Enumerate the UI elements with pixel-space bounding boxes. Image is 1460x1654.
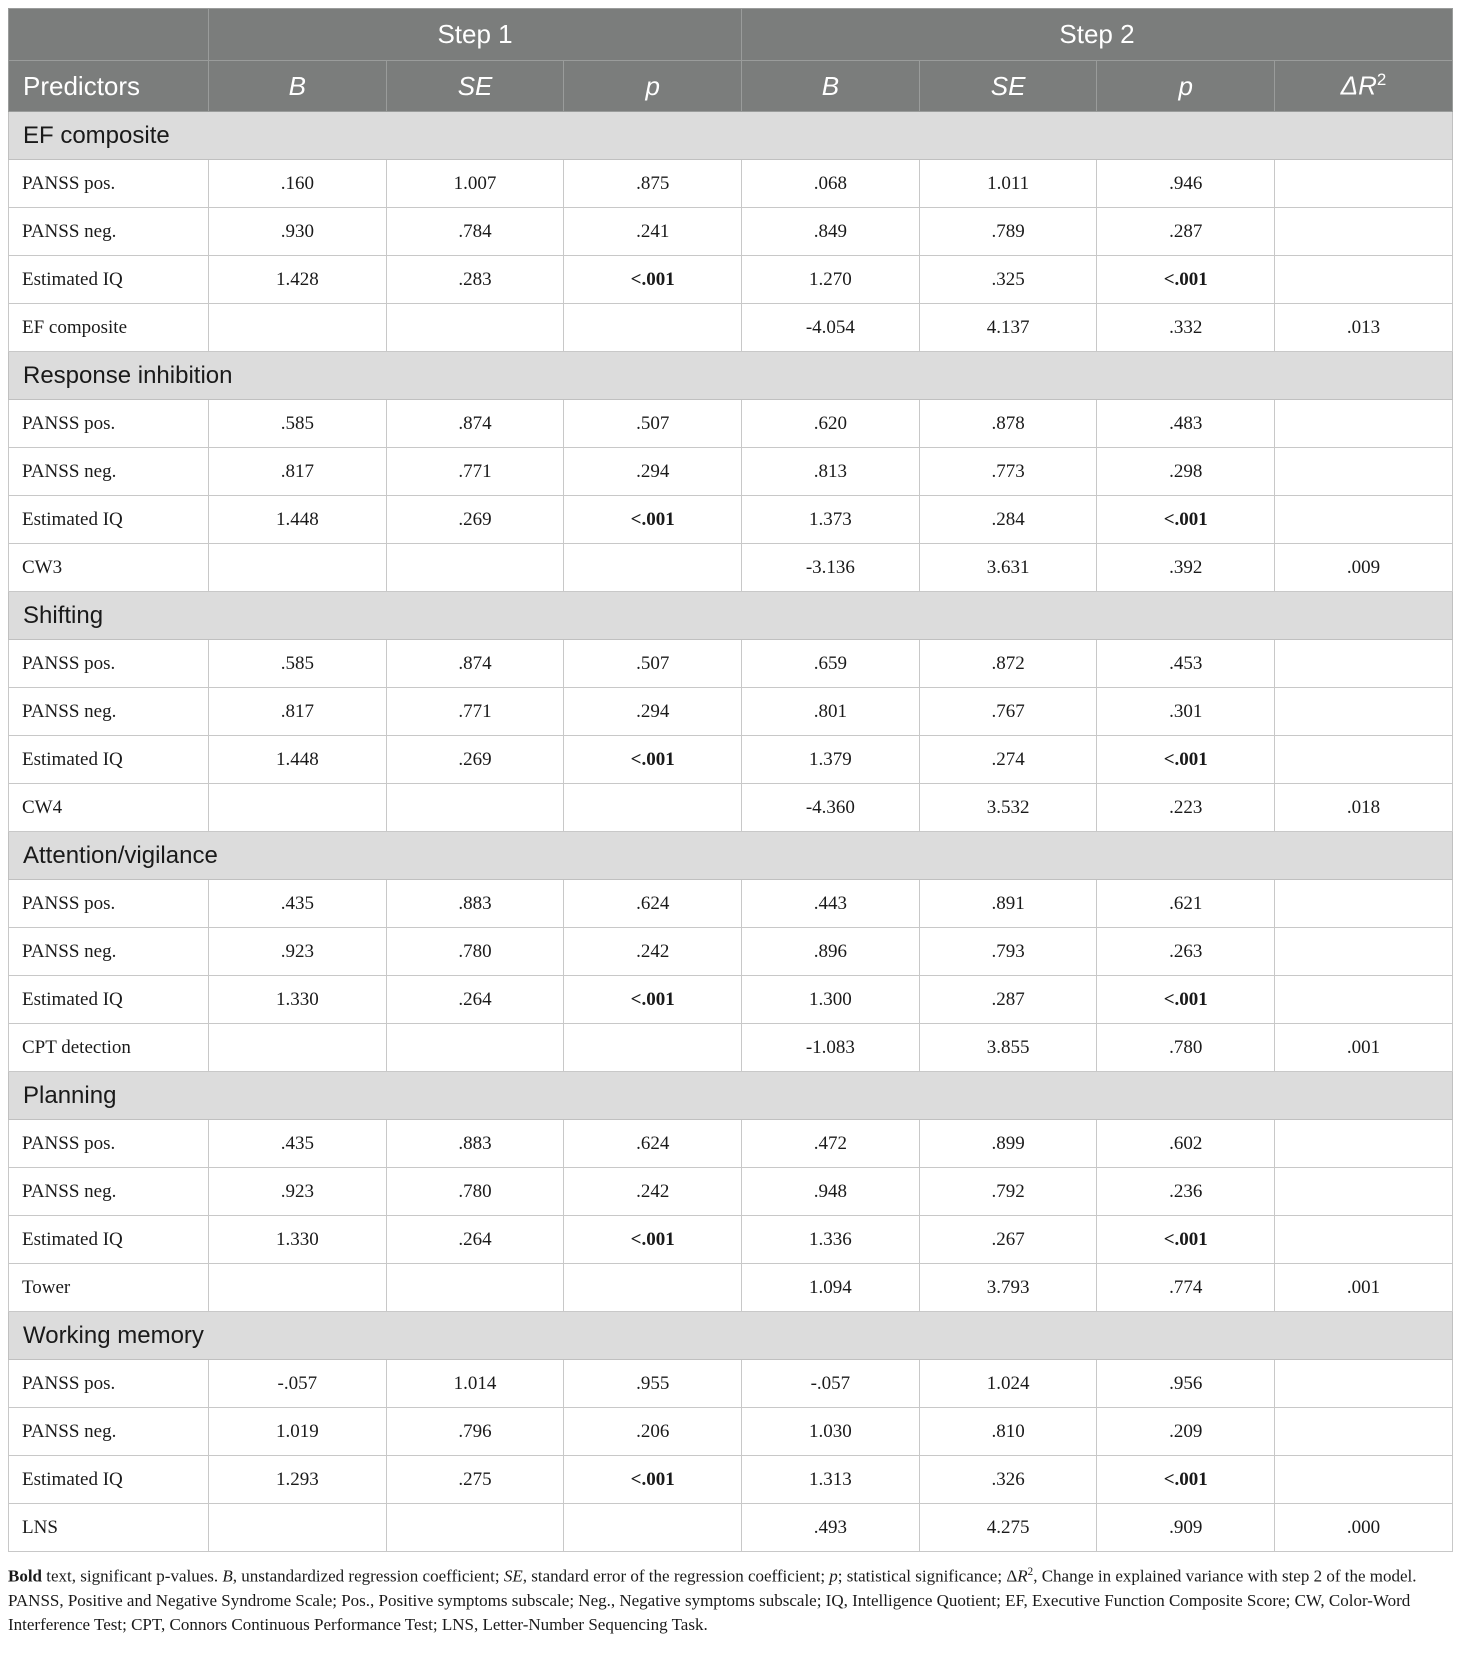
table-cell: 1.014 <box>386 1360 564 1408</box>
section-title: Shifting <box>9 592 1453 640</box>
table-cell: 3.793 <box>919 1264 1097 1312</box>
table-cell: .263 <box>1097 928 1275 976</box>
table-cell: <.001 <box>564 1216 742 1264</box>
table-cell: .793 <box>919 928 1097 976</box>
table-row <box>9 208 1453 256</box>
col-header-b-step1: B <box>209 61 387 112</box>
table-cell: .493 <box>742 1504 920 1552</box>
predictors-header: Predictors <box>9 61 209 112</box>
col-header-se-step2: SE <box>919 61 1097 112</box>
table-cell: 1.024 <box>919 1360 1097 1408</box>
footnote-italic-se: SE <box>503 1566 523 1586</box>
table-cell <box>1275 1408 1453 1456</box>
footnote-italic-r: R <box>1017 1566 1028 1586</box>
table-cell: .909 <box>1097 1504 1275 1552</box>
table-cell: .771 <box>386 688 564 736</box>
table-cell <box>1275 208 1453 256</box>
table-cell: 1.448 <box>209 736 387 784</box>
table-cell: 3.631 <box>919 544 1097 592</box>
footnote-bold-lead: Bold <box>8 1566 43 1586</box>
table-cell: <.001 <box>1097 1216 1275 1264</box>
table-cell: .453 <box>1097 640 1275 688</box>
table-cell: 4.137 <box>919 304 1097 352</box>
table-row <box>9 496 1453 544</box>
table-cell: .817 <box>209 688 387 736</box>
table-cell: .443 <box>742 880 920 928</box>
step2-header: Step 2 <box>742 9 1453 61</box>
table-cell: .283 <box>386 256 564 304</box>
table-cell: .771 <box>386 448 564 496</box>
table-cell <box>1275 256 1453 304</box>
table-header <box>9 9 1453 112</box>
table-cell: .624 <box>564 880 742 928</box>
table-cell <box>564 304 742 352</box>
table-cell <box>209 544 387 592</box>
table-cell <box>1275 1120 1453 1168</box>
table-cell: .013 <box>1275 304 1453 352</box>
table-cell: .236 <box>1097 1168 1275 1216</box>
table-row <box>9 1216 1453 1264</box>
table-cell: .955 <box>564 1360 742 1408</box>
table-cell: 3.532 <box>919 784 1097 832</box>
table-cell: .241 <box>564 208 742 256</box>
table-cell: .287 <box>1097 208 1275 256</box>
table-cell: .780 <box>1097 1024 1275 1072</box>
table-cell: 1.379 <box>742 736 920 784</box>
table-cell <box>386 304 564 352</box>
footnote-superscript: 2 <box>1027 1566 1034 1578</box>
footnote-text-4: ; statistical significance; Δ <box>837 1566 1018 1586</box>
table-cell: 1.007 <box>386 160 564 208</box>
table-cell: .301 <box>1097 688 1275 736</box>
table-row <box>9 880 1453 928</box>
table-row <box>9 1360 1453 1408</box>
col-header-delta-r2 <box>1275 61 1453 112</box>
table-cell: .878 <box>919 400 1097 448</box>
table-cell <box>209 1264 387 1312</box>
table-cell: .392 <box>1097 544 1275 592</box>
table-cell <box>1275 496 1453 544</box>
table-cell: -4.054 <box>742 304 920 352</box>
table-cell: .875 <box>564 160 742 208</box>
table-cell: .209 <box>1097 1408 1275 1456</box>
table-cell: .294 <box>564 448 742 496</box>
table-cell: 1.428 <box>209 256 387 304</box>
footnote-text-1: text, significant p-values. <box>42 1566 223 1586</box>
section-title: Attention/vigilance <box>9 832 1453 880</box>
table-cell: .883 <box>386 1120 564 1168</box>
table-cell <box>386 1024 564 1072</box>
table-cell: 1.330 <box>209 976 387 1024</box>
table-cell: .923 <box>209 1168 387 1216</box>
section-header-row <box>9 832 1453 880</box>
table-cell: .817 <box>209 448 387 496</box>
footnote-italic-b: B <box>222 1566 233 1586</box>
table-cell: .930 <box>209 208 387 256</box>
table-cell: .242 <box>564 928 742 976</box>
table-cell: <.001 <box>1097 736 1275 784</box>
table-cell: .585 <box>209 400 387 448</box>
predictor-label: PANSS pos. <box>9 640 209 688</box>
table-cell: .813 <box>742 448 920 496</box>
section-header-row <box>9 352 1453 400</box>
table-cell: .810 <box>919 1408 1097 1456</box>
section-header-row <box>9 112 1453 160</box>
table-cell: .160 <box>209 160 387 208</box>
table-cell: .659 <box>742 640 920 688</box>
predictor-label: CPT detection <box>9 1024 209 1072</box>
predictor-label: PANSS neg. <box>9 928 209 976</box>
table-row <box>9 1408 1453 1456</box>
table-cell <box>1275 880 1453 928</box>
footnote-text-3: , standard error of the regression coefficient; <box>522 1566 830 1586</box>
predictor-label: Estimated IQ <box>9 736 209 784</box>
table-cell: .507 <box>564 400 742 448</box>
table-row <box>9 1456 1453 1504</box>
table-cell: 1.270 <box>742 256 920 304</box>
predictor-label: Estimated IQ <box>9 496 209 544</box>
table-row <box>9 544 1453 592</box>
section-header-row <box>9 1072 1453 1120</box>
table-cell: .068 <box>742 160 920 208</box>
table-cell: .624 <box>564 1120 742 1168</box>
table-row <box>9 160 1453 208</box>
table-cell: .483 <box>1097 400 1275 448</box>
footnote-text-5: , Change in explained variance with step 2 of the model. PANSS, Positive and Negative Syndrome Scale; Pos., Positive symptoms subscale; Neg., Negative symptoms subscale; IQ, Intelligence Quotient; EF, Executive Function Composite Score; CW, Color-Word Interference Test; CPT, Connors Continuous Performance Test; LNS, Letter-Number Sequencing Task. <box>8 1566 1417 1634</box>
table-cell: <.001 <box>1097 976 1275 1024</box>
table-cell: .896 <box>742 928 920 976</box>
table-row <box>9 928 1453 976</box>
table-cell: .294 <box>564 688 742 736</box>
table-cell: .774 <box>1097 1264 1275 1312</box>
table-cell: .801 <box>742 688 920 736</box>
predictor-label: Estimated IQ <box>9 1216 209 1264</box>
table-cell: 1.330 <box>209 1216 387 1264</box>
predictor-label: PANSS pos. <box>9 1360 209 1408</box>
col-header-b-step2: B <box>742 61 920 112</box>
table-cell <box>564 1504 742 1552</box>
predictor-label: CW4 <box>9 784 209 832</box>
table-cell: <.001 <box>1097 256 1275 304</box>
regression-table <box>8 8 1453 1552</box>
table-cell: .874 <box>386 400 564 448</box>
table-row <box>9 1120 1453 1168</box>
table-cell <box>386 1264 564 1312</box>
table-cell: .206 <box>564 1408 742 1456</box>
table-cell: .767 <box>919 688 1097 736</box>
predictor-label: PANSS pos. <box>9 1120 209 1168</box>
table-row <box>9 400 1453 448</box>
section-title: EF composite <box>9 112 1453 160</box>
predictor-label: EF composite <box>9 304 209 352</box>
table-cell: 1.094 <box>742 1264 920 1312</box>
table-cell: <.001 <box>1097 1456 1275 1504</box>
table-cell: .332 <box>1097 304 1275 352</box>
table-cell: 1.293 <box>209 1456 387 1504</box>
table-cell: .269 <box>386 496 564 544</box>
table-footnote <box>8 1560 1452 1637</box>
predictor-label: PANSS neg. <box>9 1168 209 1216</box>
table-row <box>9 1504 1453 1552</box>
table-cell <box>1275 1168 1453 1216</box>
predictor-label: CW3 <box>9 544 209 592</box>
table-cell <box>209 1024 387 1072</box>
table-cell: .891 <box>919 880 1097 928</box>
table-cell: .883 <box>386 880 564 928</box>
table-cell: .585 <box>209 640 387 688</box>
table-cell: .287 <box>919 976 1097 1024</box>
predictor-label: Estimated IQ <box>9 1456 209 1504</box>
table-cell: .009 <box>1275 544 1453 592</box>
table-cell <box>386 1504 564 1552</box>
table-cell <box>564 784 742 832</box>
table-cell: .298 <box>1097 448 1275 496</box>
predictor-label: Estimated IQ <box>9 256 209 304</box>
predictor-label: PANSS pos. <box>9 400 209 448</box>
section-title: Response inhibition <box>9 352 1453 400</box>
table-cell: .326 <box>919 1456 1097 1504</box>
table-cell: .948 <box>742 1168 920 1216</box>
table-cell: .435 <box>209 1120 387 1168</box>
table-cell: .792 <box>919 1168 1097 1216</box>
table-cell: .874 <box>386 640 564 688</box>
table-cell: 1.019 <box>209 1408 387 1456</box>
table-cell <box>1275 976 1453 1024</box>
predictor-label: PANSS neg. <box>9 1408 209 1456</box>
table-cell: .435 <box>209 880 387 928</box>
col-header-p-step2: p <box>1097 61 1275 112</box>
table-cell: .242 <box>564 1168 742 1216</box>
table-cell <box>1275 640 1453 688</box>
table-cell <box>386 784 564 832</box>
table-cell <box>1275 1216 1453 1264</box>
table-cell: -.057 <box>209 1360 387 1408</box>
header-blank-cell <box>9 9 209 61</box>
table-cell <box>1275 400 1453 448</box>
table-cell: <.001 <box>564 256 742 304</box>
table-cell: .780 <box>386 928 564 976</box>
table-cell <box>209 304 387 352</box>
table-cell: .899 <box>919 1120 1097 1168</box>
section-header-row <box>9 1312 1453 1360</box>
table-cell: 1.030 <box>742 1408 920 1456</box>
table-cell: .264 <box>386 976 564 1024</box>
table-body <box>9 112 1453 1552</box>
table-cell <box>1275 688 1453 736</box>
predictor-label: Estimated IQ <box>9 976 209 1024</box>
table-cell: .274 <box>919 736 1097 784</box>
table-cell: 1.373 <box>742 496 920 544</box>
table-cell <box>1275 160 1453 208</box>
table-cell: .325 <box>919 256 1097 304</box>
table-cell <box>1275 448 1453 496</box>
table-row <box>9 1024 1453 1072</box>
table-cell <box>564 544 742 592</box>
table-cell: -4.360 <box>742 784 920 832</box>
table-row <box>9 640 1453 688</box>
delta-r2-label: ΔR <box>1340 70 1377 101</box>
table-cell: .267 <box>919 1216 1097 1264</box>
footnote-italic-p: p <box>829 1566 838 1586</box>
table-cell: .284 <box>919 496 1097 544</box>
table-cell: .923 <box>209 928 387 976</box>
table-row <box>9 448 1453 496</box>
delta-r2-superscript: 2 <box>1376 70 1387 90</box>
table-cell: .223 <box>1097 784 1275 832</box>
footnote-text-2: , unstandardized regression coefficient; <box>232 1566 504 1586</box>
table-cell: .872 <box>919 640 1097 688</box>
table-cell: .018 <box>1275 784 1453 832</box>
table-cell: <.001 <box>1097 496 1275 544</box>
predictor-label: PANSS pos. <box>9 880 209 928</box>
table-cell: .773 <box>919 448 1097 496</box>
table-cell: 1.313 <box>742 1456 920 1504</box>
table-cell: -3.136 <box>742 544 920 592</box>
table-cell: .946 <box>1097 160 1275 208</box>
table-row <box>9 1264 1453 1312</box>
table-cell: 3.855 <box>919 1024 1097 1072</box>
table-cell: .472 <box>742 1120 920 1168</box>
table-cell: 1.336 <box>742 1216 920 1264</box>
table-cell <box>564 1024 742 1072</box>
table-row <box>9 976 1453 1024</box>
section-header-row <box>9 592 1453 640</box>
table-cell: .507 <box>564 640 742 688</box>
predictor-label: Tower <box>9 1264 209 1312</box>
table-cell: <.001 <box>564 496 742 544</box>
table-cell: .784 <box>386 208 564 256</box>
table-cell <box>386 544 564 592</box>
table-row <box>9 688 1453 736</box>
table-cell: .602 <box>1097 1120 1275 1168</box>
table-row <box>9 736 1453 784</box>
table-cell: -.057 <box>742 1360 920 1408</box>
table-cell <box>1275 1360 1453 1408</box>
table-cell: 1.300 <box>742 976 920 1024</box>
table-cell: .789 <box>919 208 1097 256</box>
table-cell: 1.448 <box>209 496 387 544</box>
table-row <box>9 1168 1453 1216</box>
col-header-se-step1: SE <box>386 61 564 112</box>
table-cell: .269 <box>386 736 564 784</box>
table-row <box>9 304 1453 352</box>
table-cell: .780 <box>386 1168 564 1216</box>
predictor-label: LNS <box>9 1504 209 1552</box>
table-cell: .001 <box>1275 1024 1453 1072</box>
section-title: Planning <box>9 1072 1453 1120</box>
table-cell <box>1275 1456 1453 1504</box>
col-header-p-step1: p <box>564 61 742 112</box>
table-cell: .956 <box>1097 1360 1275 1408</box>
predictor-label: PANSS pos. <box>9 160 209 208</box>
predictor-label: PANSS neg. <box>9 208 209 256</box>
table-cell: .849 <box>742 208 920 256</box>
table-cell: 1.011 <box>919 160 1097 208</box>
table-cell: <.001 <box>564 1456 742 1504</box>
table-cell <box>209 1504 387 1552</box>
step1-header: Step 1 <box>209 9 742 61</box>
table-cell: .001 <box>1275 1264 1453 1312</box>
table-cell: .796 <box>386 1408 564 1456</box>
table-cell <box>564 1264 742 1312</box>
table-cell: .264 <box>386 1216 564 1264</box>
table-cell: .620 <box>742 400 920 448</box>
table-row <box>9 784 1453 832</box>
table-cell: .275 <box>386 1456 564 1504</box>
table-cell: <.001 <box>564 736 742 784</box>
table-cell: .000 <box>1275 1504 1453 1552</box>
regression-table-container <box>8 8 1452 1637</box>
predictor-label: PANSS neg. <box>9 448 209 496</box>
table-cell <box>1275 928 1453 976</box>
table-cell: .621 <box>1097 880 1275 928</box>
table-cell: 4.275 <box>919 1504 1097 1552</box>
table-cell: <.001 <box>564 976 742 1024</box>
table-cell <box>209 784 387 832</box>
table-cell: -1.083 <box>742 1024 920 1072</box>
predictor-label: PANSS neg. <box>9 688 209 736</box>
table-cell <box>1275 736 1453 784</box>
table-row <box>9 256 1453 304</box>
section-title: Working memory <box>9 1312 1453 1360</box>
